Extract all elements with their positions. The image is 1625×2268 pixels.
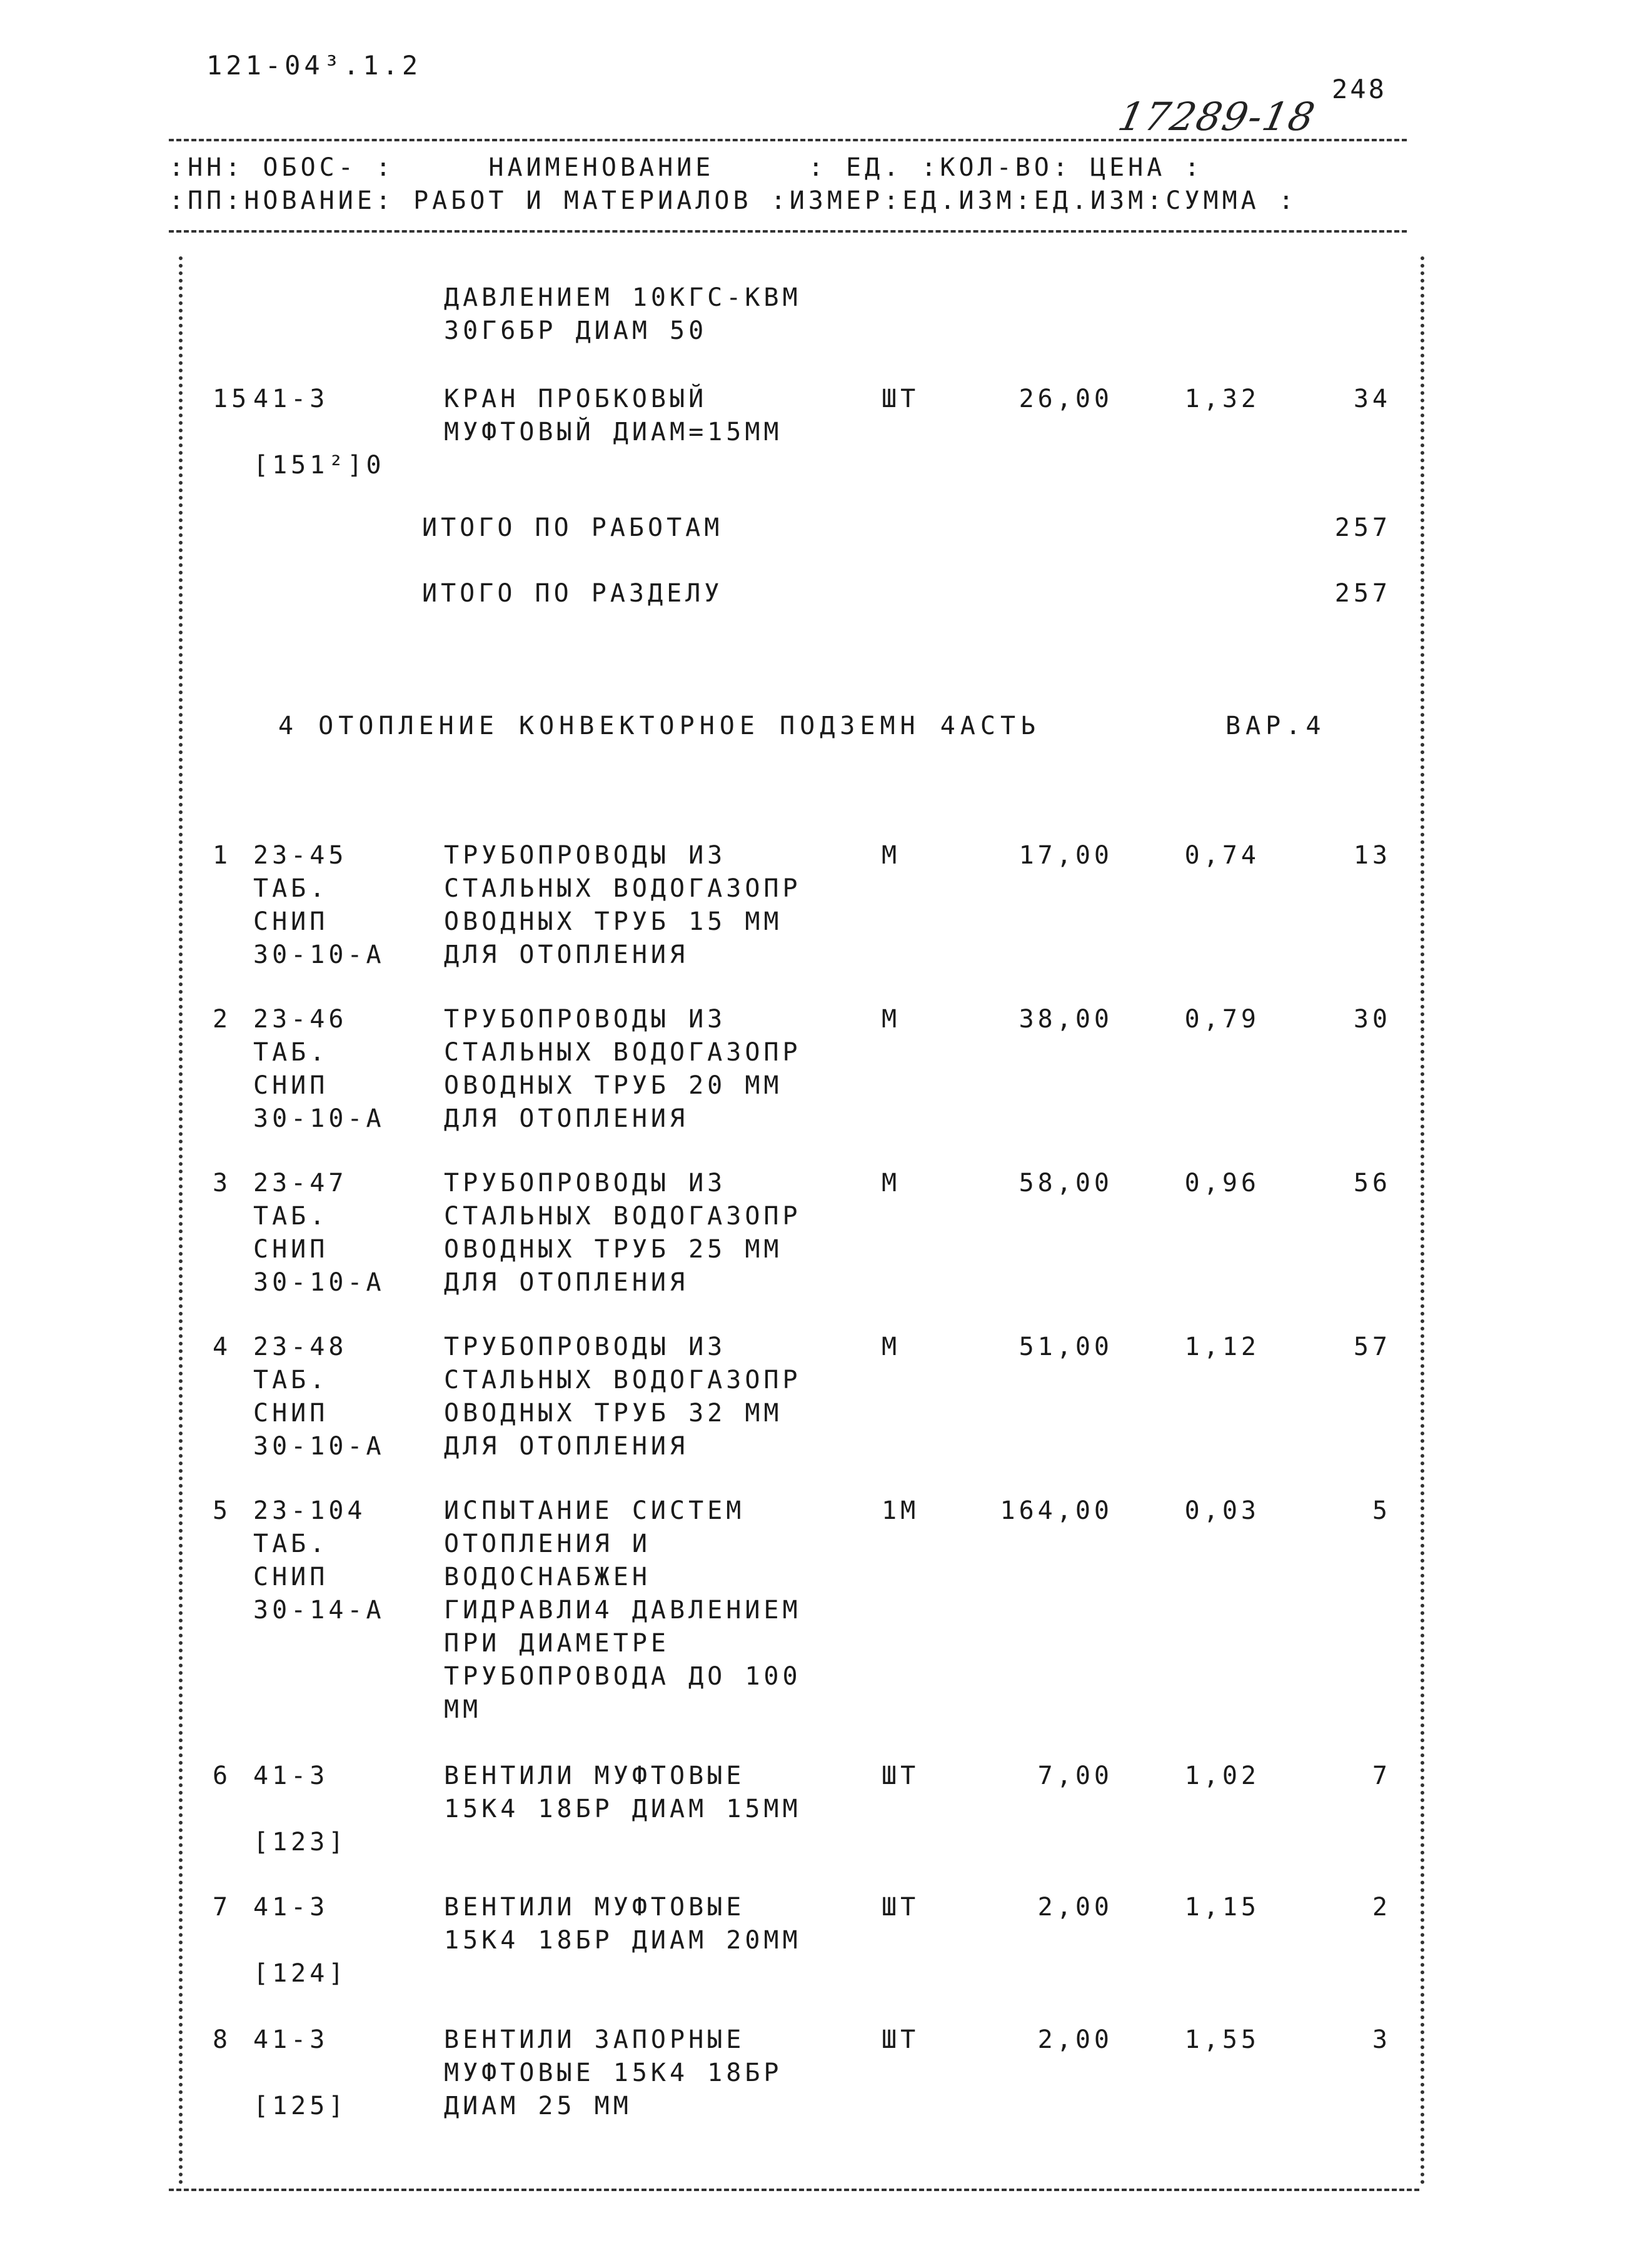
row-quantity: 51,00 xyxy=(1019,1333,1113,1361)
row-unit: М xyxy=(882,841,901,870)
row-name: ТРУБОПРОВОДЫ ИЗ xyxy=(444,1169,727,1197)
row-number: 2 xyxy=(213,1005,232,1034)
row-sum: 2 xyxy=(1372,1893,1391,1922)
row-price: 1,55 xyxy=(1184,2025,1260,2054)
row-name: 15К4 18БР ДИАМ 20ММ xyxy=(444,1926,802,1955)
row-name: ТРУБОПРОВОДЫ ИЗ xyxy=(444,841,727,870)
row-sum: 13 xyxy=(1353,841,1391,870)
row-price: 1,02 xyxy=(1184,1761,1260,1790)
row-name: СТАЛЬНЫХ ВОДОГАЗОПР xyxy=(444,1202,802,1231)
right-border xyxy=(1421,256,1424,2185)
row-code: 30-10-А xyxy=(253,940,385,969)
row-price: 0,74 xyxy=(1184,841,1260,870)
row-code: СНИП xyxy=(253,1563,329,1591)
row-quantity: 17,00 xyxy=(1019,841,1113,870)
row-price: 0,96 xyxy=(1184,1169,1260,1197)
row-name: КРАН ПРОБКОВЫЙ xyxy=(444,385,708,413)
row-code: 30-10-А xyxy=(253,1104,385,1133)
row-price: 1,32 xyxy=(1184,385,1260,413)
row-name: СТАЛЬНЫХ ВОДОГАЗОПР xyxy=(444,1366,802,1394)
row-code: ТАБ. xyxy=(253,874,329,903)
row-name: СТАЛЬНЫХ ВОДОГАЗОПР xyxy=(444,874,802,903)
row-unit: ШТ xyxy=(882,2025,920,2054)
row-quantity: 58,00 xyxy=(1019,1169,1113,1197)
header-rule xyxy=(169,230,1407,233)
row-price: 0,03 xyxy=(1184,1496,1260,1525)
row-sum: 34 xyxy=(1353,385,1391,413)
row-code: 41-3 xyxy=(253,2025,329,2054)
row-name: ММ xyxy=(444,1695,482,1724)
row-name: ВЕНТИЛИ МУФТОВЫЕ xyxy=(444,1893,745,1922)
top-rule xyxy=(169,139,1407,141)
row-unit: ШТ xyxy=(882,1761,920,1790)
row-number: 4 xyxy=(213,1333,232,1361)
row-number: 1 xyxy=(213,841,232,870)
row-unit: 1М xyxy=(882,1496,920,1525)
row-code: [151²]0 xyxy=(253,451,385,480)
row-quantity: 2,00 xyxy=(1037,1893,1113,1922)
total-label: ИТОГО ПО РАЗДЕЛУ xyxy=(422,579,723,608)
row-code: СНИП xyxy=(253,907,329,936)
row-name: ОТОПЛЕНИЯ И xyxy=(444,1530,651,1558)
row-code: СНИП xyxy=(253,1399,329,1428)
row-code: [124] xyxy=(253,1959,348,1988)
row-code: 23-46 xyxy=(253,1005,348,1034)
row-quantity: 26,00 xyxy=(1019,385,1113,413)
row-unit: М xyxy=(882,1005,901,1034)
row-quantity: 2,00 xyxy=(1037,2025,1113,2054)
section-variant: ВАР.4 xyxy=(1225,712,1326,740)
row-price: 1,12 xyxy=(1184,1333,1260,1361)
row-name: ДИАМ 25 ММ xyxy=(444,2092,632,2120)
row-code: ТАБ. xyxy=(253,1038,329,1067)
bottom-rule xyxy=(169,2189,1419,2191)
row-name: ГИДРАВЛИ4 ДАВЛЕНИЕМ xyxy=(444,1596,802,1625)
row-unit: М xyxy=(882,1333,901,1361)
row-name: ДЛЯ ОТОПЛЕНИЯ xyxy=(444,1432,689,1461)
row-name: ОВОДНЫХ ТРУБ 15 ММ xyxy=(444,907,783,936)
row-code: ТАБ. xyxy=(253,1202,329,1231)
row-number: 3 xyxy=(213,1169,232,1197)
row-code: 23-45 xyxy=(253,841,348,870)
row-code: ТАБ. xyxy=(253,1366,329,1394)
row-name: ВЕНТИЛИ ЗАПОРНЫЕ xyxy=(444,2025,745,2054)
row-name: МУФТОВЫЙ ДИАМ=15ММ xyxy=(444,418,783,446)
row-code: СНИП xyxy=(253,1071,329,1100)
row-sum: 5 xyxy=(1372,1496,1391,1525)
row-code: 23-47 xyxy=(253,1169,348,1197)
total-value: 257 xyxy=(1334,579,1391,608)
row-number: 8 xyxy=(213,2025,232,2054)
row-code: [123] xyxy=(253,1828,348,1857)
row-unit: ШТ xyxy=(882,385,920,413)
row-name: ОВОДНЫХ ТРУБ 32 ММ xyxy=(444,1399,783,1428)
row-name: ДЛЯ ОТОПЛЕНИЯ xyxy=(444,940,689,969)
row-sum: 3 xyxy=(1372,2025,1391,2054)
handwritten-number: 17289-18 xyxy=(1114,94,1320,139)
row-code: 30-14-А xyxy=(253,1596,385,1625)
row-code: 23-48 xyxy=(253,1333,348,1361)
row-quantity: 164,00 xyxy=(1000,1496,1113,1525)
row-price: 1,15 xyxy=(1184,1893,1260,1922)
section-title: 4 ОТОПЛЕНИЕ КОНВЕКТОРНОЕ ПОДЗЕМН 4АСТЬ xyxy=(278,712,1041,740)
total-value: 257 xyxy=(1334,513,1391,542)
row-code: [125] xyxy=(253,2092,348,2120)
row-sum: 57 xyxy=(1353,1333,1391,1361)
row-name: ТРУБОПРОВОДЫ ИЗ xyxy=(444,1005,727,1034)
total-label: ИТОГО ПО РАБОТАМ xyxy=(422,513,723,542)
row-code: 41-3 xyxy=(253,1761,329,1790)
row-unit: М xyxy=(882,1169,901,1197)
row-name: ТРУБОПРОВОДЫ ИЗ xyxy=(444,1333,727,1361)
row-code: ТАБ. xyxy=(253,1530,329,1558)
row-name: ОВОДНЫХ ТРУБ 20 ММ xyxy=(444,1071,783,1100)
row-name: ДЛЯ ОТОПЛЕНИЯ xyxy=(444,1104,689,1133)
row-code: 41-3 xyxy=(253,1893,329,1922)
row-code: 30-10-А xyxy=(253,1268,385,1297)
row-name: ВЕНТИЛИ МУФТОВЫЕ xyxy=(444,1761,745,1790)
row-name: ИСПЫТАНИЕ СИСТЕМ xyxy=(444,1496,745,1525)
row-number: 7 xyxy=(213,1893,232,1922)
row-code: 23-104 xyxy=(253,1496,366,1525)
continuation-line: 30Г6БР ДИАМ 50 xyxy=(444,316,708,345)
continuation-line: ДАВЛЕНИЕМ 10КГС-КВМ xyxy=(444,283,802,312)
row-sum: 30 xyxy=(1353,1005,1391,1034)
row-quantity: 7,00 xyxy=(1037,1761,1113,1790)
row-code: 30-10-А xyxy=(253,1432,385,1461)
row-number: 5 xyxy=(213,1496,232,1525)
row-sum: 7 xyxy=(1372,1761,1391,1790)
row-name: ДЛЯ ОТОПЛЕНИЯ xyxy=(444,1268,689,1297)
row-name: ПРИ ДИАМЕТРЕ xyxy=(444,1629,670,1658)
row-name: ВОДОСНАБЖЕН xyxy=(444,1563,651,1591)
row-name: 15К4 18БР ДИАМ 15ММ xyxy=(444,1795,802,1823)
header-line-2: :ПП:НОВАНИЕ: РАБОТ И МАТЕРИАЛОВ :ИЗМЕР:ЕД.ИЗМ:ЕД.ИЗМ:СУММА : xyxy=(169,186,1297,215)
header-line-1: :НН: ОБОС- : НАИМЕНОВАНИЕ : ЕД. :КОЛ-ВО: ЦЕНА : xyxy=(169,153,1204,182)
left-border xyxy=(179,256,183,2185)
document-code: 121-04³.1.2 xyxy=(206,50,422,81)
row-quantity: 38,00 xyxy=(1019,1005,1113,1034)
row-name: СТАЛЬНЫХ ВОДОГАЗОПР xyxy=(444,1038,802,1067)
row-number: 6 xyxy=(213,1761,232,1790)
row-code: СНИП xyxy=(253,1235,329,1264)
row-name: ТРУБОПРОВОДА ДО 100 xyxy=(444,1662,802,1691)
page-number: 248 xyxy=(1332,74,1387,104)
row-price: 0,79 xyxy=(1184,1005,1260,1034)
row-code: 41-3 xyxy=(253,385,329,413)
row-sum: 56 xyxy=(1353,1169,1391,1197)
row-number: 15 xyxy=(213,385,251,413)
row-unit: ШТ xyxy=(882,1893,920,1922)
row-name: МУФТОВЫЕ 15К4 18БР xyxy=(444,2059,783,2087)
row-name: ОВОДНЫХ ТРУБ 25 ММ xyxy=(444,1235,783,1264)
